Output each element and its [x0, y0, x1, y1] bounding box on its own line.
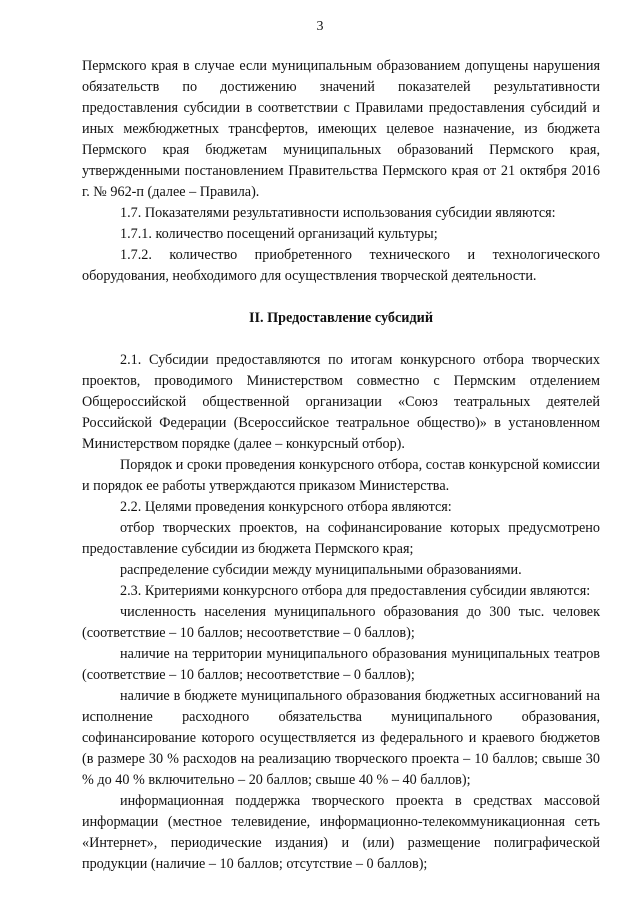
paragraph: 2.1. Субсидии предоставляются по итогам конкурсного отбора творческих проектов, проводимого Министерством совместно с Пермским отделением Общероссийской общественной организации «Союз театральных деятелей Российской Федерации (Всероссийское театральное общество)» в установленном Министерством порядке (далее – конкурсный отбор). [82, 352, 600, 452]
paragraph: распределение субсидии между муниципальными образованиями. [120, 562, 522, 578]
paragraph: наличие на территории муниципального образования муниципальных театров (соответствие – 10 баллов; несоответствие – 0 баллов); [82, 646, 600, 683]
paragraph: 2.2. Целями проведения конкурсного отбора являются: [120, 499, 452, 515]
paragraph: информационная поддержка творческого проекта в средствах массовой информации (местное телевидение, информационно-телекоммуникационная сеть «Интернет», периодические издания) и (или) размещение полиграфической продукции (наличие – 10 баллов; отсутствие – 0 баллов); [82, 793, 600, 872]
paragraph: 2.3. Критериями конкурсного отбора для предоставления субсидии являются: [120, 583, 591, 599]
section-heading: II. Предоставление субсидий [248, 310, 433, 326]
page-number: 3 [316, 19, 324, 34]
paragraph: 1.7.2. количество приобретенного технического и технологического оборудования, необходимого для осуществления творческой деятельности. [82, 247, 600, 284]
document-body [82, 56, 600, 875]
paragraph: 1.7. Показателями результативности использования субсидии являются: [120, 205, 556, 221]
paragraphs-after-section [82, 350, 600, 875]
paragraph: наличие в бюджете муниципального образования бюджетных ассигнований на исполнение расходного обязательства муниципального образования, софинансирование которого осуществляется из федерального и краевого бюджетов (в размере 30 % расходов на реализацию творческого проекта – 10 баллов; свыше 30 % до 40 % включительно – 20 баллов; свыше 40 % – 40 баллов); [82, 688, 600, 788]
paragraph: Пермского края в случае если муниципальным образованием допущены нарушения обязательств по достижению значений показателей результативности предоставления субсидии в соответствии с Правилами предоставления субсидий и иных межбюджетных трансфертов, имеющих целевое назначение, из бюджета Пермского края бюджетам муниципальных образований Пермского края, утвержденными постановлением Правительства Пермского края от 21 октября 2016 г. № 962-п (далее – Правила). [82, 58, 600, 200]
paragraph: Порядок и сроки проведения конкурсного отбора, состав конкурсной комиссии и порядок ее работы утверждаются приказом Министерства. [82, 457, 600, 494]
paragraph: отбор творческих проектов, на софинансирование которых предусмотрено предоставление субсидии из бюджета Пермского края; [82, 520, 600, 557]
paragraphs-before-section [82, 56, 600, 287]
paragraph: численность населения муниципального образования до 300 тыс. человек (соответствие – 10 баллов; несоответствие – 0 баллов); [82, 604, 600, 641]
paragraph: 1.7.1. количество посещений организаций культуры; [120, 226, 438, 242]
